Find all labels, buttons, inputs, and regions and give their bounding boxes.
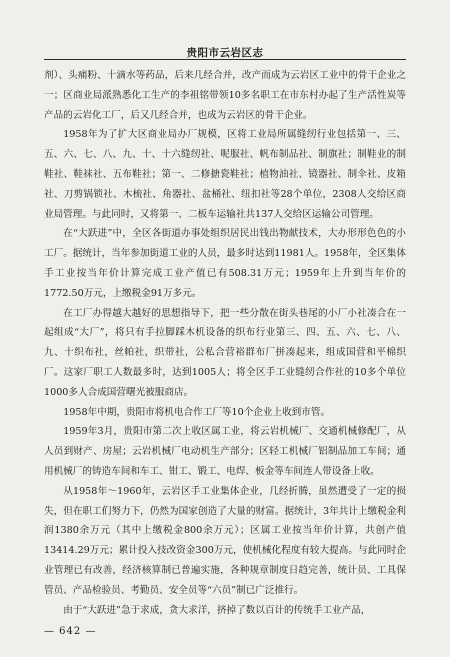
paragraph: 由于“大跃进”急于求成，贪大求洋，挤掉了数以百计的传统手工业产品， <box>63 604 371 616</box>
paragraph: 1958年为了扩大区商业局办厂规模，区将工业局所属缝纫行业包括第一、三、五、六、七、八、九、十、十六缝纫社、呢服社、帆布制品社、制旗社；制鞋业的制鞋社、鞋袜社、五布鞋社；第一、二修搪瓷鞋社；植物油社、镜器社、制伞社、皮箱社、刀剪锅锁社、木梳社、角器社、盆桶社、纽扣社等28个单位，2308人交给区商业局管理。与此同时，又将第一、二板车运输社共137人交给区运输公司管理。 <box>44 129 406 220</box>
paragraph: 1959年3月，贵阳市第二次上收区属工业，将云岩机械厂、交通机械修配厂，从人员到财产、房屋；云岩机械厂电动机生产部分；区轻工机械厂铝制品加工车间；通用机械厂的铸造车间和车工、钳工、锻工、电焊、板金等车间连人带设备上收。 <box>44 426 406 477</box>
paragraph: 在工厂办得越大越好的思想指导下，把一些分散在街头巷尾的小厂小社凑合在一起组成“大厂”，将只有手拉脚踩木机设备的织布行业第三、四、五、六、七、八、九、十织布社，丝帕社，织带社，公私合营裕群布厂拼凑起来，组成国营和平棉织厂。这家厂职工人数最多时，达到1005人；将全区手工业缝纫合作社的10多个单位1000多人合成国营曙光被服商店。 <box>44 307 406 398</box>
body-text <box>44 66 406 620</box>
paragraph: 从1958年～1960年，云岩区手工业集体企业，几经折腾，虽然遭受了一定的损失，但在职工们努力下，仍然为国家创造了大量的财富。据统计，3年共计上缴税金利润1380余万元（其中上缴税金800余万元）；区属工业按当年价计算，共创产值13414.29万元；累计投入技改资金300万元，使机械化程度有较大提高。与此同时企业管理已有改善，经济核算制已普遍实施，各种规章制度日趋完善，统计员、工具保管员、产品检验员、考勤员、安全员等“六员”制已广泛推行。 <box>44 485 406 596</box>
paragraph: 1958年中期，贵阳市将机电合作工厂等10个企业上收到市管。 <box>63 406 331 418</box>
paragraph: 剂）、头痛粉、十滴水等药品，后来几经合并，改产而成为云岩区工业中的骨干企业之一；区商业局派熟悉化工生产的李祖铭带领10多名职工在市东村办起了生产活性炭等产品的云岩化工厂，后又几经合并，也成为云岩区的骨干企业。 <box>44 70 406 121</box>
header-title: 贵阳市云岩区志 <box>186 47 264 59</box>
page-number: — 642 — <box>44 626 97 637</box>
paragraph: 在“大跃进”中，全区各街道办事处组织居民出钱出物献技术，大办形形色色的小工厂。据统计，当年参加街道工业的人员，最多时达到11981人。1958年，全区集体手工业按当年价计算完成工业产值已有508.31万元；1959年上升到当年价的1772.50万元，上缴税金91万多元。 <box>44 228 406 299</box>
running-header <box>44 41 406 60</box>
